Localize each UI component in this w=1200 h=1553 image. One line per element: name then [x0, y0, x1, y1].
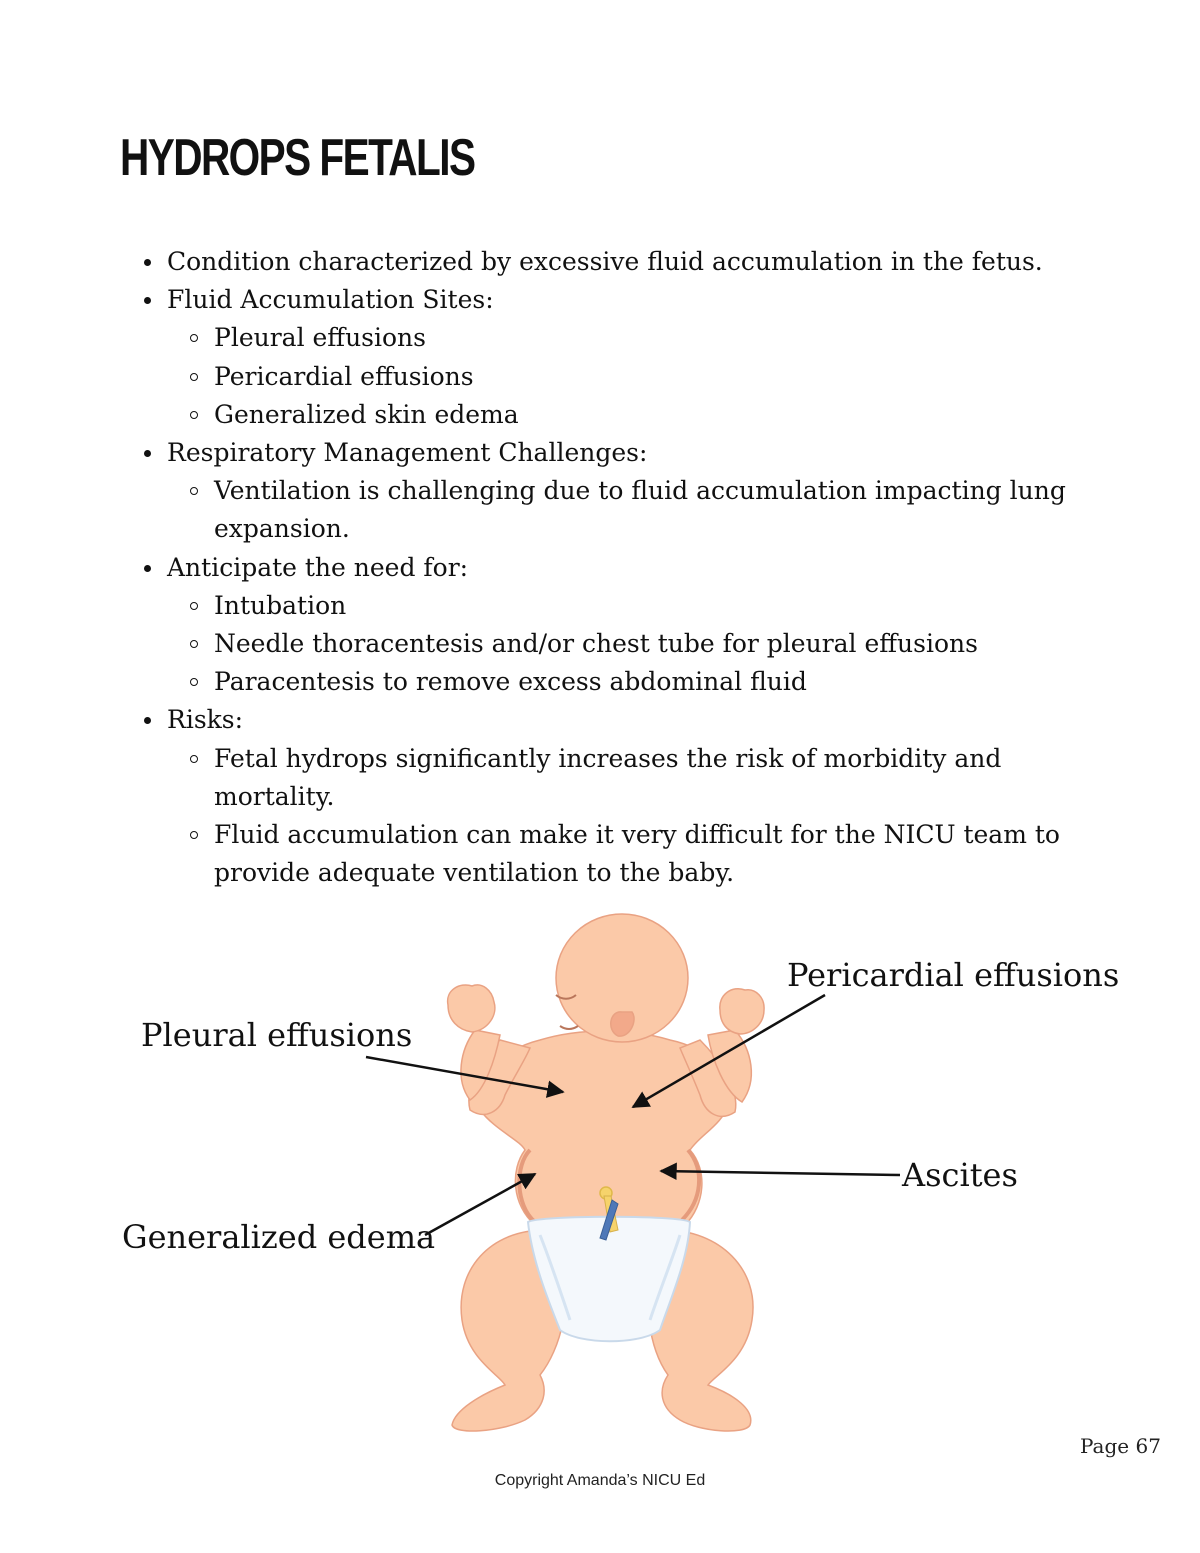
sub-list-item: Generalized skin edema	[214, 396, 1067, 434]
list-item	[167, 434, 1067, 549]
sub-list	[167, 587, 1067, 702]
label-ascites: Ascites	[902, 1156, 1018, 1194]
bullet-text: Anticipate the need for:	[167, 552, 469, 582]
bullet-text: Risks:	[167, 705, 244, 735]
label-generalized-edema: Generalized edema	[122, 1218, 436, 1256]
sub-list-item: Pericardial effusions	[214, 358, 1067, 396]
copyright-footer: Copyright Amanda’s NICU Ed	[494, 1472, 706, 1489]
list-item	[167, 701, 1067, 892]
sub-list-item: Fetal hydrops significantly increases the risk of morbidity and mortality.	[214, 740, 1067, 816]
sub-list-item: Needle thoracentesis and/or chest tube for pleural effusions	[214, 625, 1067, 663]
label-pleural-effusions: Pleural effusions	[141, 1016, 413, 1054]
sub-list-item: Paracentesis to remove excess abdominal fluid	[214, 663, 1067, 701]
bullet-text: Condition characterized by excessive fluid accumulation in the fetus.	[167, 247, 1043, 276]
mouth	[560, 1026, 578, 1029]
page-title: HYDROPS FETALIS	[120, 129, 475, 187]
sub-list	[167, 740, 1067, 893]
sub-list	[167, 472, 1067, 548]
list-item	[167, 243, 1067, 281]
list-item	[167, 281, 1067, 434]
edema-arrow	[425, 1174, 535, 1235]
right-fist	[720, 989, 764, 1034]
sub-list-item: Pleural effusions	[214, 319, 1067, 357]
left-fist	[448, 985, 495, 1032]
sub-list-item: Ventilation is challenging due to fluid accumulation impacting lung expansion.	[214, 472, 1067, 548]
bullet-text: Fluid Accumulation Sites:	[167, 285, 494, 315]
list-item	[167, 549, 1067, 702]
sub-list	[167, 319, 1067, 434]
sub-list-item: Intubation	[214, 587, 1067, 625]
label-pericardial-effusions: Pericardial effusions	[787, 956, 1120, 994]
sub-list-item: Fluid accumulation can make it very difficult for the NICU team to provide adequate ventilation to the baby.	[214, 816, 1067, 892]
page-number: Page 67	[1080, 1434, 1161, 1458]
bullet-text: Respiratory Management Challenges:	[167, 438, 648, 468]
bullet-list	[167, 243, 1067, 892]
